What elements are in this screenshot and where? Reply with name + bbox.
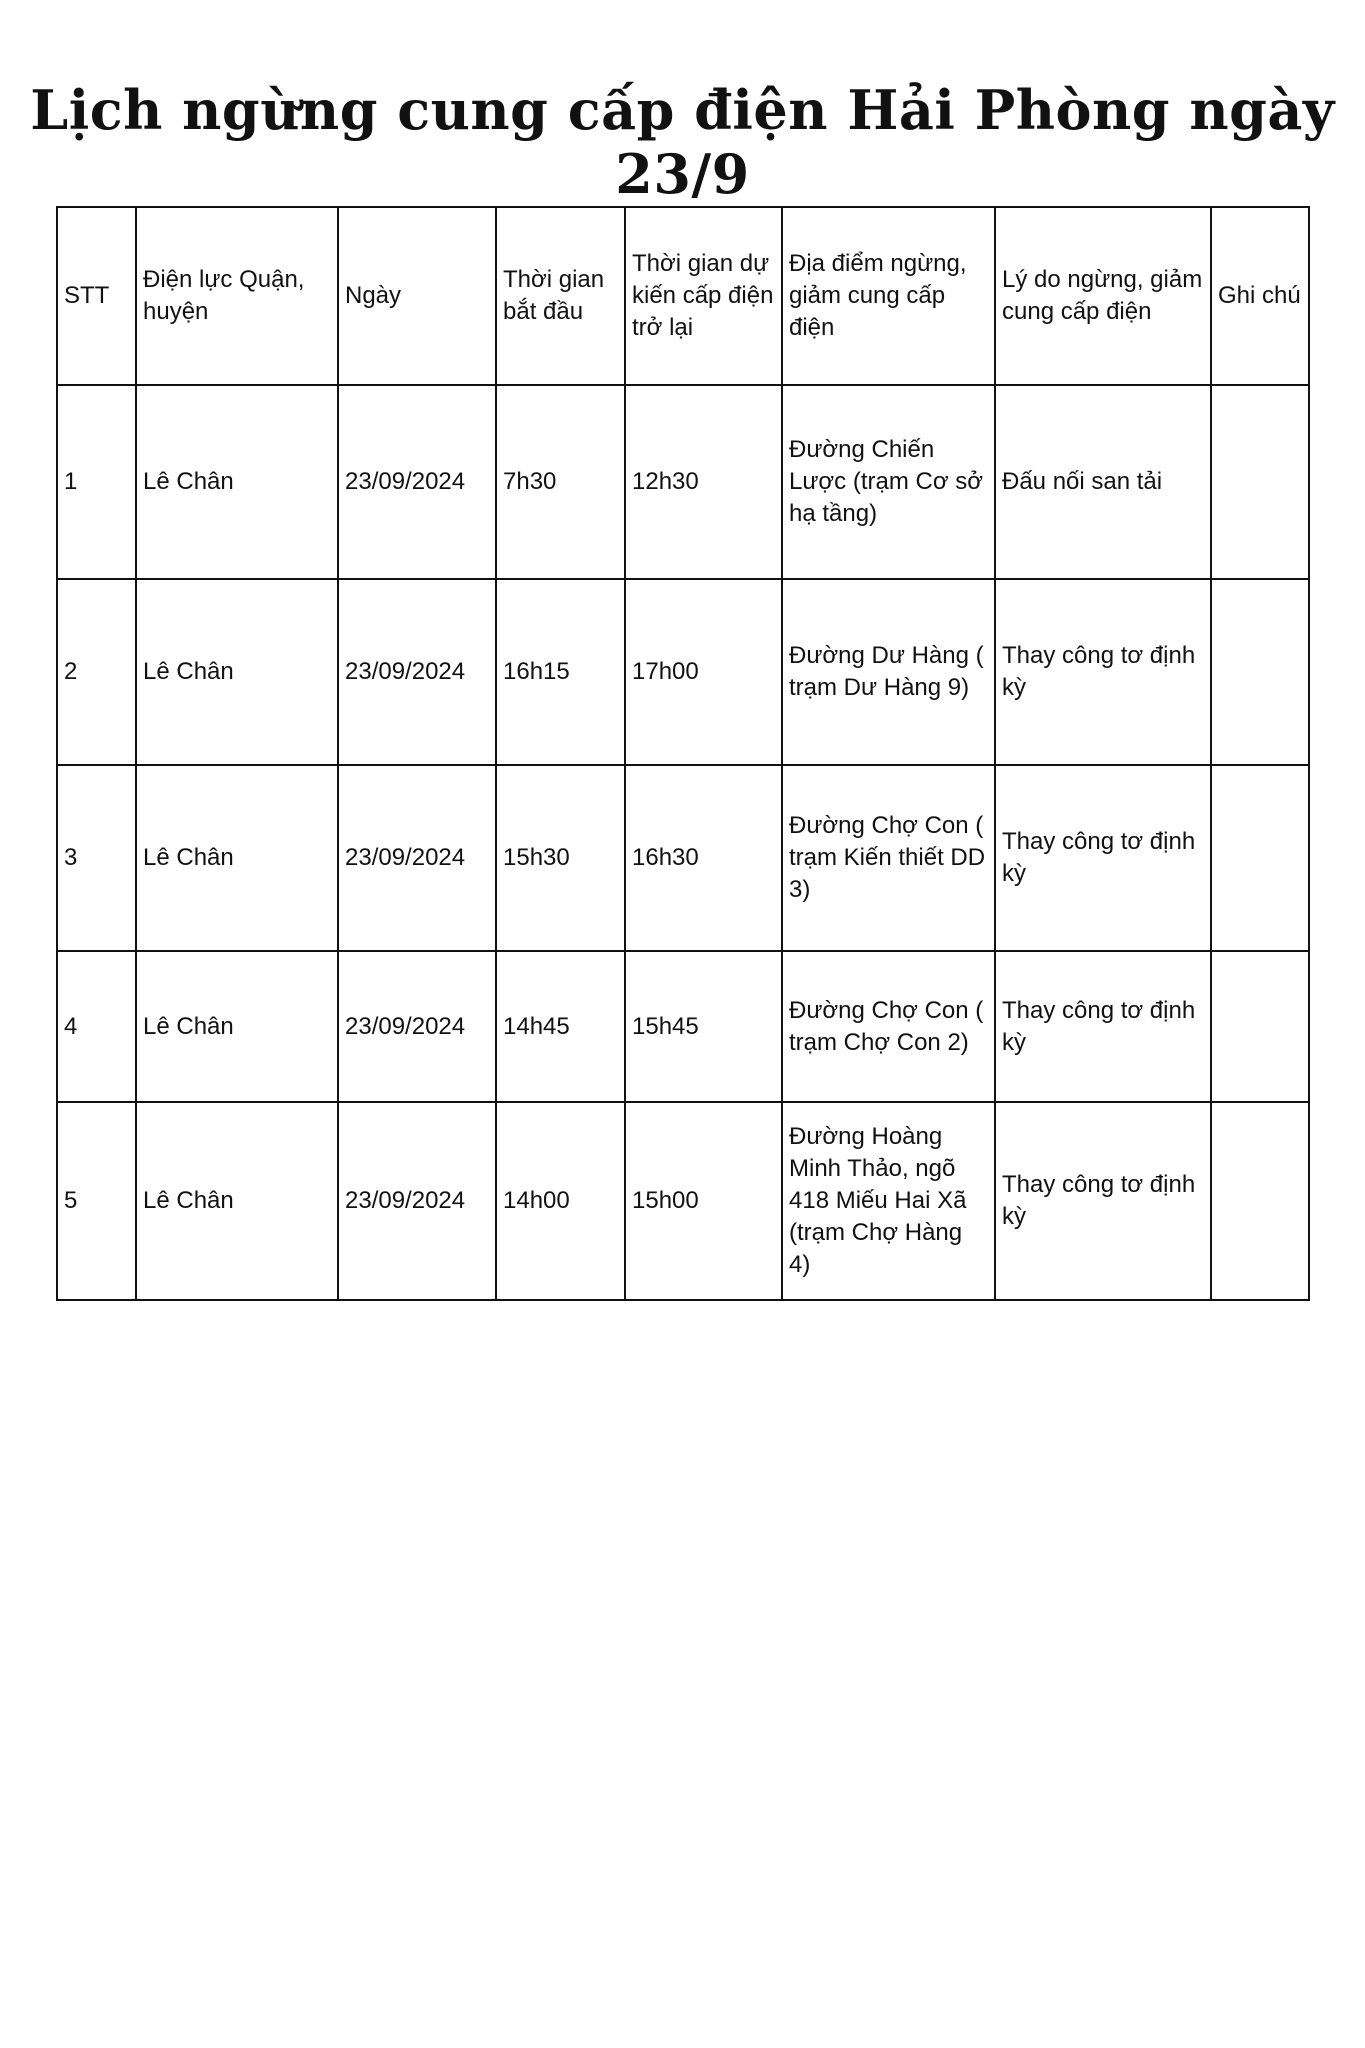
table-row	[57, 1102, 1309, 1300]
cell-restore-time: 15h45	[625, 951, 782, 1102]
cell-district: Lê Chân	[136, 579, 338, 765]
cell-date: 23/09/2024	[338, 579, 496, 765]
cell-restore-time: 12h30	[625, 385, 782, 579]
header-reason: Lý do ngừng, giảm cung cấp điện	[995, 207, 1211, 385]
table-row	[57, 951, 1309, 1102]
cell-stt: 5	[57, 1102, 136, 1300]
cell-reason: Đấu nối san tải	[995, 385, 1211, 579]
cell-note	[1211, 1102, 1309, 1300]
table-row	[57, 579, 1309, 765]
table-row	[57, 385, 1309, 579]
header-location: Địa điểm ngừng, giảm cung cấp điện	[782, 207, 995, 385]
power-outage-schedule-table	[56, 206, 1310, 1301]
cell-stt: 3	[57, 765, 136, 951]
cell-location: Đường Chợ Con ( trạm Kiến thiết DD 3)	[782, 765, 995, 951]
cell-location: Đường Chiến Lược (trạm Cơ sở hạ tầng)	[782, 385, 995, 579]
cell-district: Lê Chân	[136, 385, 338, 579]
header-date: Ngày	[338, 207, 496, 385]
cell-date: 23/09/2024	[338, 765, 496, 951]
cell-reason: Thay công tơ định kỳ	[995, 1102, 1211, 1300]
cell-stt: 1	[57, 385, 136, 579]
cell-note	[1211, 951, 1309, 1102]
cell-date: 23/09/2024	[338, 951, 496, 1102]
cell-start-time: 16h15	[496, 579, 625, 765]
cell-start-time: 7h30	[496, 385, 625, 579]
cell-location: Đường Hoàng Minh Thảo, ngõ 418 Miếu Hai Xã (trạm Chợ Hàng 4)	[782, 1102, 995, 1300]
cell-note	[1211, 765, 1309, 951]
cell-stt: 4	[57, 951, 136, 1102]
cell-start-time: 14h00	[496, 1102, 625, 1300]
cell-district: Lê Chân	[136, 765, 338, 951]
cell-start-time: 15h30	[496, 765, 625, 951]
cell-date: 23/09/2024	[338, 385, 496, 579]
cell-district: Lê Chân	[136, 951, 338, 1102]
cell-restore-time: 17h00	[625, 579, 782, 765]
header-note: Ghi chú	[1211, 207, 1309, 385]
table-header-row	[57, 207, 1309, 385]
cell-note	[1211, 579, 1309, 765]
table-row	[57, 765, 1309, 951]
header-stt: STT	[57, 207, 136, 385]
cell-district: Lê Chân	[136, 1102, 338, 1300]
cell-restore-time: 16h30	[625, 765, 782, 951]
page-title: Lịch ngừng cung cấp điện Hải Phòng ngày 23/9	[30, 78, 1335, 206]
cell-reason: Thay công tơ định kỳ	[995, 579, 1211, 765]
cell-stt: 2	[57, 579, 136, 765]
cell-reason: Thay công tơ định kỳ	[995, 951, 1211, 1102]
cell-start-time: 14h45	[496, 951, 625, 1102]
cell-note	[1211, 385, 1309, 579]
cell-location: Đường Chợ Con ( trạm Chợ Con 2)	[782, 951, 995, 1102]
cell-reason: Thay công tơ định kỳ	[995, 765, 1211, 951]
header-start-time: Thời gian bắt đầu	[496, 207, 625, 385]
header-restore-time: Thời gian dự kiến cấp điện trở lại	[625, 207, 782, 385]
cell-date: 23/09/2024	[338, 1102, 496, 1300]
header-district: Điện lực Quận, huyện	[136, 207, 338, 385]
cell-restore-time: 15h00	[625, 1102, 782, 1300]
cell-location: Đường Dư Hàng ( trạm Dư Hàng 9)	[782, 579, 995, 765]
